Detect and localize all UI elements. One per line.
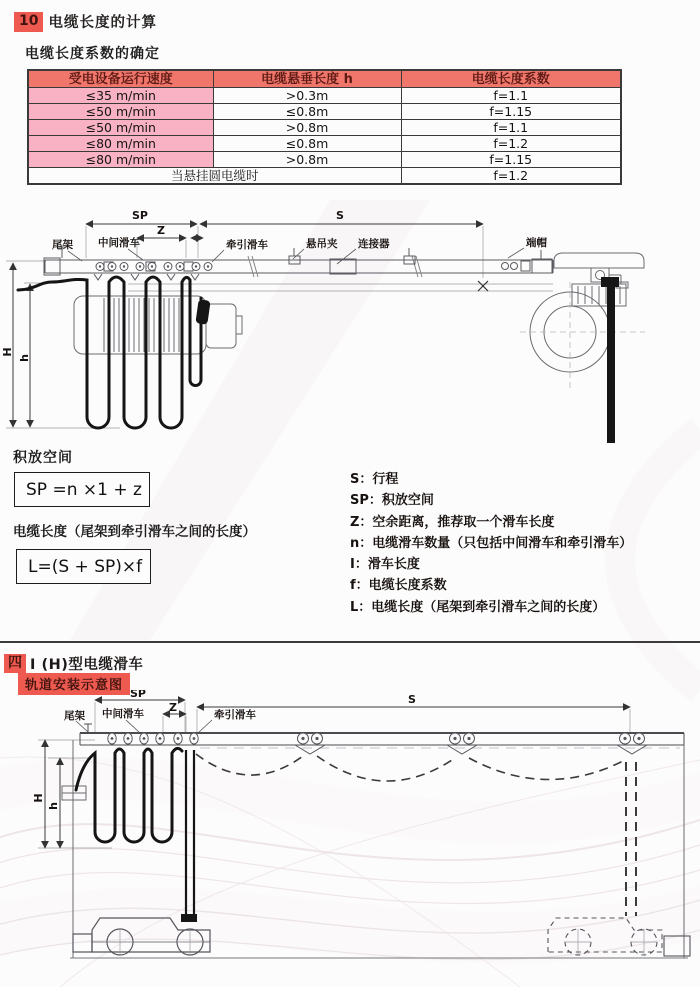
cell-coef: f=1.2: [401, 168, 621, 185]
cart-dashed: [548, 918, 690, 956]
dim-h-cap-label: H: [1, 347, 14, 357]
traction-trolley-label: 牵引滑车: [226, 239, 268, 251]
col-header-coef: 电缆长度系数: [401, 70, 621, 88]
connector-label: 连接器: [358, 238, 390, 250]
dim-sp-label: SP: [132, 209, 148, 222]
section2-header: [4, 653, 143, 674]
cell-sag: ≤0.8m: [213, 104, 401, 120]
cell-sag: >0.3m: [213, 88, 401, 104]
anchor-mark: [478, 281, 488, 291]
legend-list: [350, 469, 632, 618]
dimension-lines: [45, 700, 630, 848]
legend-item: S：行程: [350, 472, 399, 487]
section2-subtitle-badge: 轨道安装示意图: [18, 673, 130, 695]
legend-item: L：电缆长度（尾架到牵引滑车之间的长度）: [350, 599, 606, 615]
table-subtitle: 电缆长度系数的确定: [25, 46, 160, 62]
section2-number-badge: 四: [4, 654, 26, 673]
cell-speed: ≤50 m/min: [28, 120, 213, 136]
dim-z-label: Z: [157, 224, 165, 237]
cell-speed: ≤80 m/min: [28, 152, 213, 168]
cell-coef: f=1.15: [401, 152, 621, 168]
cell-coef: f=1.1: [401, 120, 621, 136]
col-header-speed: 受电设备运行速度: [28, 70, 213, 88]
cell-speed: ≤80 m/min: [28, 136, 213, 152]
track-installation-diagram: [0, 690, 700, 987]
col-header-sag: 电缆悬垂长度 h: [213, 70, 401, 88]
legend-item: SP：积放空间: [350, 493, 434, 509]
cart-solid: [73, 918, 210, 955]
table-row: [28, 88, 621, 104]
section-divider: [0, 641, 700, 643]
end-cap-label: 端帽: [526, 237, 547, 249]
dim-h-low-label: h: [47, 802, 60, 810]
length-formula-title: 电缆长度（尾架到牵引滑车之间的长度）: [13, 524, 256, 540]
traction-trolley-label: 牵引滑车: [214, 709, 256, 721]
hoist-end-view: [520, 253, 645, 443]
middle-trolley-label: 中间滑车: [98, 237, 140, 249]
trolley-wheels: [108, 733, 647, 754]
section1-title: 电缆长度的计算: [48, 15, 157, 31]
cell-round-cable: 当悬挂圆电缆时: [28, 168, 401, 185]
hoist-body: [74, 296, 242, 354]
table-row: [28, 120, 621, 136]
table-row: [28, 104, 621, 120]
dim-s-label: S: [408, 693, 416, 706]
space-formula-title: 积放空间: [13, 450, 73, 466]
table-header-row: [28, 70, 621, 88]
space-formula-box: SP =n ×1 + z: [14, 472, 150, 507]
support-structure: [62, 740, 688, 958]
suspension-clamp-label: 悬吊夹: [306, 238, 338, 250]
section1-number-badge: 10: [14, 12, 43, 32]
middle-trolley-label: 中间滑车: [102, 708, 144, 720]
festoon-cable: [76, 748, 197, 922]
section2-title: I (H)型电缆滑车: [30, 657, 144, 673]
length-formula-box: L=(S + SP)×f: [16, 549, 151, 584]
legend-item: Z：空余距离，推荐取一个滑车长度: [350, 514, 555, 530]
cell-coef: f=1.2: [401, 136, 621, 152]
label-leaders: [76, 720, 212, 733]
cell-speed: ≤35 m/min: [28, 88, 213, 104]
dimension-lines: [13, 224, 483, 427]
tail-bracket-label: 尾架: [64, 710, 85, 722]
cell-sag: >0.8m: [213, 120, 401, 136]
cable-length-coefficient-table: [27, 69, 622, 185]
witness-lines: [38, 702, 630, 848]
legend-item: f：电缆长度系数: [350, 578, 447, 594]
cable-trolley-diagram: [0, 200, 700, 452]
table-row: [28, 152, 621, 168]
dim-z-label: Z: [169, 701, 177, 714]
dim-h-cap-label: H: [32, 793, 45, 803]
cell-sag: >0.8m: [213, 152, 401, 168]
table-footer-row: [28, 168, 621, 185]
dim-s-label: S: [336, 209, 344, 222]
legend-item: n：电缆滑车数量（只包括中间滑车和牵引滑车）: [350, 535, 633, 551]
legend-item: I：滑车长度: [350, 557, 420, 573]
cell-coef: f=1.15: [401, 104, 621, 120]
dim-sp-label: SP: [130, 690, 146, 700]
catenary-cable: [196, 754, 636, 916]
dim-h-low-label: h: [18, 354, 31, 362]
section1-header: [14, 11, 157, 32]
table-row: [28, 136, 621, 152]
cell-sag: ≤0.8m: [213, 136, 401, 152]
rail: [80, 724, 684, 748]
cell-speed: ≤50 m/min: [28, 104, 213, 120]
tail-bracket-label: 尾架: [52, 239, 73, 251]
cell-coef: f=1.1: [401, 88, 621, 104]
